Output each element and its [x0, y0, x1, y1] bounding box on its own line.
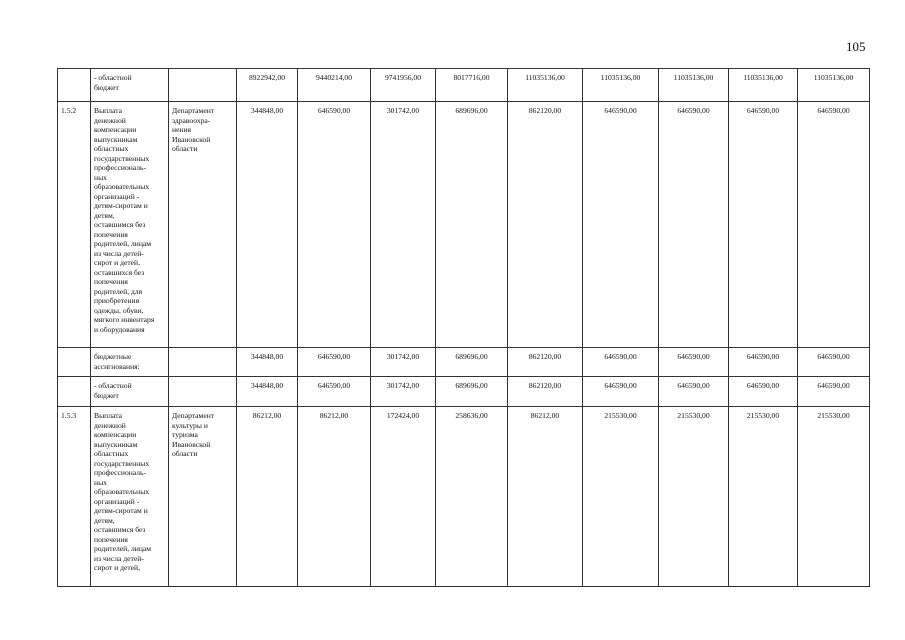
amount-cell: 11035136,00	[798, 69, 870, 102]
table-row	[58, 377, 870, 407]
page-number: 105	[846, 39, 866, 54]
amount-cell: 862120,00	[508, 102, 583, 348]
table-row	[58, 69, 870, 102]
amount-cell: 301742,00	[371, 348, 436, 377]
amount-cell: 11035136,00	[729, 69, 798, 102]
amount-cell: 646590,00	[729, 348, 798, 377]
row-name-cell	[91, 407, 169, 587]
amount-cell: 301742,00	[371, 102, 436, 348]
amount-cell: 646590,00	[659, 348, 729, 377]
amount-cell: 646590,00	[298, 348, 371, 377]
amount-cell: 646590,00	[659, 102, 729, 348]
amount-cell: 86212,00	[508, 407, 583, 587]
amount-cell: 215530,00	[659, 407, 729, 587]
amount-cell: 86212,00	[237, 407, 298, 587]
row-name-cell	[91, 348, 169, 377]
amount-cell: 862120,00	[508, 377, 583, 407]
amount-cell: 258636,00	[436, 407, 508, 587]
amount-cell: 646590,00	[298, 102, 371, 348]
row-name-cell	[91, 102, 169, 348]
amount-cell: 344848,00	[237, 348, 298, 377]
row-name-text: - областной бюджет	[94, 73, 132, 92]
amount-cell: 646590,00	[583, 348, 659, 377]
amount-cell: 862120,00	[508, 348, 583, 377]
row-executor-text: Департамент культуры и туризма Ивановской области	[172, 411, 215, 458]
amount-cell: 9440214,00	[298, 69, 371, 102]
amount-cell: 11035136,00	[583, 69, 659, 102]
amount-cell: 215530,00	[798, 407, 870, 587]
row-index-cell: 1.5.2	[58, 102, 91, 348]
row-index-cell	[58, 69, 91, 102]
row-name-cell	[91, 69, 169, 102]
amount-cell: 344848,00	[237, 377, 298, 407]
amount-cell: 646590,00	[298, 377, 371, 407]
amount-cell: 689696,00	[436, 102, 508, 348]
amount-cell: 646590,00	[798, 348, 870, 377]
amount-cell: 646590,00	[798, 377, 870, 407]
row-name-cell	[91, 377, 169, 407]
amount-cell: 646590,00	[583, 102, 659, 348]
row-index-cell	[58, 348, 91, 377]
row-executor-cell	[169, 69, 237, 102]
row-name-text: бюджетные ассигнования:	[94, 352, 140, 371]
amount-cell: 9741956,00	[371, 69, 436, 102]
row-executor-text: Департамент здравоохра- нения Ивановской области	[172, 106, 215, 153]
table-row	[58, 348, 870, 377]
amount-cell: 646590,00	[659, 377, 729, 407]
amount-cell: 11035136,00	[508, 69, 583, 102]
amount-cell: 215530,00	[729, 407, 798, 587]
amount-cell: 8922942,00	[237, 69, 298, 102]
amount-cell: 86212,00	[298, 407, 371, 587]
row-executor-cell	[169, 102, 237, 348]
row-name-text: - областной бюджет	[94, 381, 132, 400]
amount-cell: 689696,00	[436, 348, 508, 377]
amount-cell: 11035136,00	[659, 69, 729, 102]
row-executor-cell	[169, 377, 237, 407]
amount-cell: 301742,00	[371, 377, 436, 407]
row-name-text: Выплата денежной компенсации выпускникам областных государственных профессиональ- ных образовательных организаций - детям-сиротам и детям, оставшимся без попечения родителей, лицам из числа детей- сирот и детей,	[94, 411, 152, 572]
amount-cell: 646590,00	[583, 377, 659, 407]
table-row	[58, 407, 870, 587]
budget-table	[57, 68, 870, 587]
amount-cell: 8017716,00	[436, 69, 508, 102]
row-index-cell: 1.5.3	[58, 407, 91, 587]
amount-cell: 215530,00	[583, 407, 659, 587]
row-name-text: Выплата денежной компенсации выпускникам областных государственных профессиональ- ных образовательных организаций - детям-сиротам и детям, оставшимся без попечения родителей, лицам из числа детей- сирот и детей, оставшихся без попечения родителей, для приобретения одежды, обуви, мягкого инвентаря и оборудования	[94, 106, 155, 334]
amount-cell: 344848,00	[237, 102, 298, 348]
row-index-cell	[58, 377, 91, 407]
amount-cell: 646590,00	[798, 102, 870, 348]
table-row	[58, 102, 870, 348]
amount-cell: 646590,00	[729, 377, 798, 407]
row-executor-cell	[169, 348, 237, 377]
row-executor-cell	[169, 407, 237, 587]
amount-cell: 689696,00	[436, 377, 508, 407]
amount-cell: 646590,00	[729, 102, 798, 348]
amount-cell: 172424,00	[371, 407, 436, 587]
